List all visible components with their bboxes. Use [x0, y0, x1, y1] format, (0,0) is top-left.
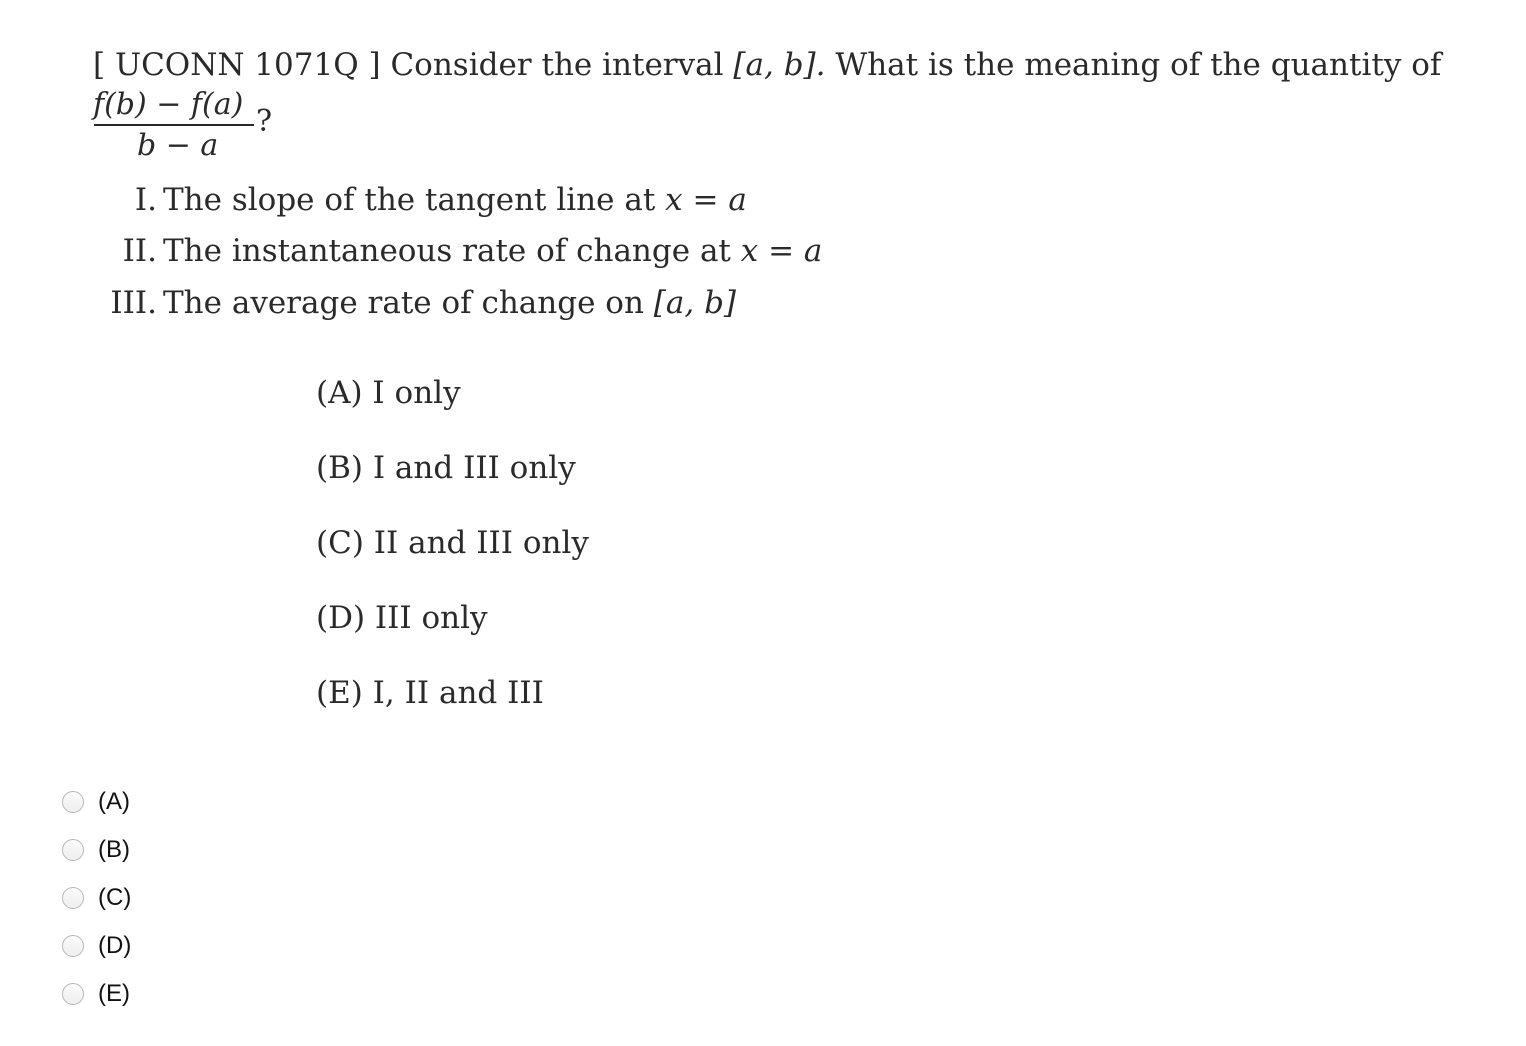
- radio-d[interactable]: [62, 935, 84, 957]
- answer-label-e[interactable]: (E): [98, 980, 130, 1007]
- choice-d: (D) III only: [316, 600, 488, 636]
- answer-option-d[interactable]: [62, 922, 362, 970]
- fraction-numerator: f(b) − f(a): [93, 87, 244, 122]
- answer-option-a[interactable]: [62, 778, 362, 826]
- statement-iii: III. The average rate of change on [a, b]: [110, 285, 737, 321]
- answer-label-a[interactable]: (A): [98, 788, 130, 815]
- question-prompt: [ UCONN 1071Q ] Consider the interval [a, b]. What is the meaning of the quantity of: [93, 44, 1429, 86]
- answer-label-d[interactable]: (D): [98, 932, 132, 959]
- question-mark: ?: [256, 104, 273, 139]
- choice-b: (B) I and III only: [316, 450, 576, 486]
- fraction-denominator: b − a: [137, 128, 219, 163]
- fraction-bar: [94, 124, 254, 126]
- answer-label-b[interactable]: (B): [98, 836, 130, 863]
- statement-i: I. The slope of the tangent line at x = a: [134, 182, 747, 218]
- course-tag: [ UCONN 1071Q ]: [93, 47, 381, 83]
- choice-a: (A) I only: [316, 375, 461, 411]
- choice-e: (E) I, II and III: [316, 675, 544, 711]
- answer-option-c[interactable]: [62, 874, 362, 922]
- radio-b[interactable]: [62, 839, 84, 861]
- answer-label-c[interactable]: (C): [98, 884, 132, 911]
- radio-a[interactable]: [62, 791, 84, 813]
- statement-ii: II. The instantaneous rate of change at x = a: [122, 233, 823, 269]
- choice-c: (C) II and III only: [316, 525, 589, 561]
- answer-option-b[interactable]: [62, 826, 362, 874]
- answer-option-e[interactable]: [62, 970, 362, 1018]
- answer-options: [62, 778, 362, 1018]
- radio-e[interactable]: [62, 983, 84, 1005]
- radio-c[interactable]: [62, 887, 84, 909]
